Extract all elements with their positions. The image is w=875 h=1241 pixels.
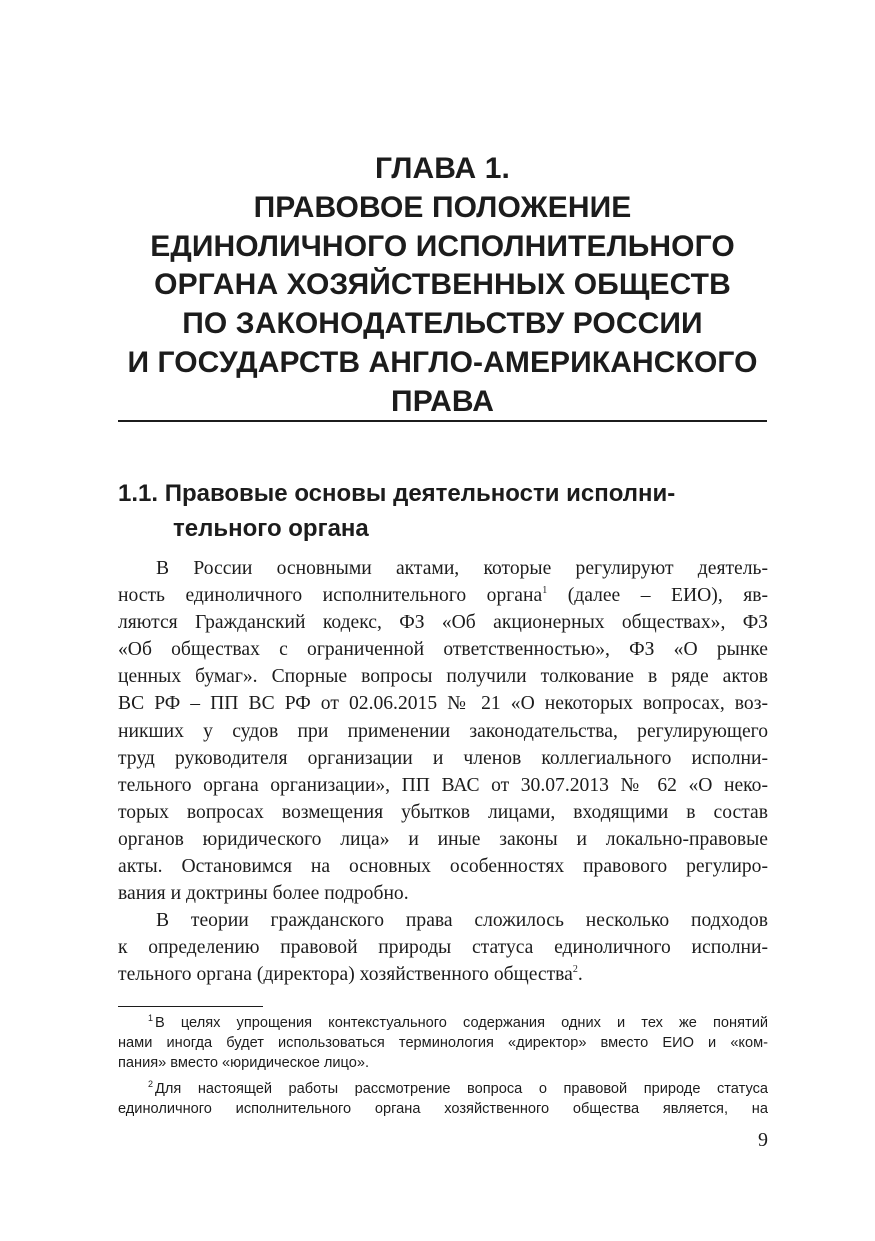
text-line: «Об обществах с ограниченной ответственностью», ФЗ «О рынке [118,639,768,661]
text-fragment: ность единоличного исполнительного органа [118,585,543,607]
paragraph [118,555,768,907]
footnote-line: пания» вместо «юридическое лицо». [118,1055,370,1072]
text-line: В теории гражданского права сложилось несколько подходов [156,910,768,932]
section-heading-line: 1.1. Правовые основы деятельности исполни- [118,480,676,507]
text-line: труд руководителя организации и членов коллегиального исполни- [118,747,768,769]
text-fragment: В целях упрощения контекстуального содержания одних и тех же понятий [155,1015,768,1031]
text-line: вания и доктрины более подробно. [118,883,409,905]
footnotes [118,1013,768,1119]
footnote-line: единоличного исполнительного органа хозяйственного общества является, на [118,1100,768,1117]
text-line: никших у судов при применении законодательства, регулирующего [118,720,768,742]
chapter-title-line: ГЛАВА 1. [375,152,510,185]
footnote-line [118,1079,768,1099]
footnote-ref[interactable]: 1 [542,585,548,597]
text-line: к определению правовой природы статуса единоличного исполни- [118,937,768,959]
text-line: акты. Остановимся на основных особенностях правового регулиро- [118,856,768,878]
footnote-divider [118,1006,263,1007]
text-fragment: (далее – ЕИО), яв- [547,585,769,607]
text-fragment: . [577,964,583,986]
footnote-ref[interactable]: 2 [572,964,578,976]
page-number: 9 [758,1129,768,1151]
chapter-title [100,150,785,422]
body-text [118,555,768,989]
footnote-2 [118,1079,768,1119]
chapter-title-line: И ГОСУДАРСТВ АНГЛО-АМЕРИКАНСКОГО [127,345,758,379]
chapter-title-line: ОРГАНА ХОЗЯЙСТВЕННЫХ ОБЩЕСТВ [154,268,731,302]
paragraph [118,907,768,988]
text-line [118,582,768,609]
text-line: ценных бумаг». Спорные вопросы получили толкование в ряде актов [118,666,768,688]
section-heading [118,476,778,546]
footnote-1 [118,1013,768,1074]
chapter-title-line: ПО ЗАКОНОДАТЕЛЬСТВУ РОССИИ [182,307,703,341]
chapter-divider [118,420,767,422]
chapter-title-line: ПРАВОВОЕ ПОЛОЖЕНИЕ [253,190,632,224]
text-line: органов юридического лица» и иные законы и локально-правовые [118,828,768,850]
text-line: тельного органа организации», ПП ВАС от 30.07.2013 № 62 «О неко- [118,774,768,796]
text-line: ВС РФ – ПП ВС РФ от 02.06.2015 № 21 «О некоторых вопросах, воз- [118,693,768,715]
text-line: ляются Гражданский кодекс, ФЗ «Об акционерных обществах», ФЗ [118,612,768,634]
section-heading-line: тельного органа [173,515,369,542]
chapter-title-line: ЕДИНОЛИЧНОГО ИСПОЛНИТЕЛЬНОГО [150,229,735,263]
footnote-line: нами иногда будет использоваться терминология «директор» вместо ЕИО и «ком- [118,1035,768,1052]
chapter-title-line: ПРАВА [391,384,494,418]
footnote-number: 2 [148,1078,154,1089]
text-line: торых вопросах возмещения убытков лицами, входящими в состав [118,801,768,823]
text-line: В России основными актами, которые регулируют деятель- [156,558,768,579]
footnote-line [118,1013,768,1033]
footnote-number: 1 [148,1013,154,1023]
text-fragment: тельного органа (директора) хозяйственного общества [118,964,573,986]
text-line [118,961,768,988]
text-fragment: Для настоящей работы рассмотрение вопроса о правовой природе статуса [155,1080,768,1097]
